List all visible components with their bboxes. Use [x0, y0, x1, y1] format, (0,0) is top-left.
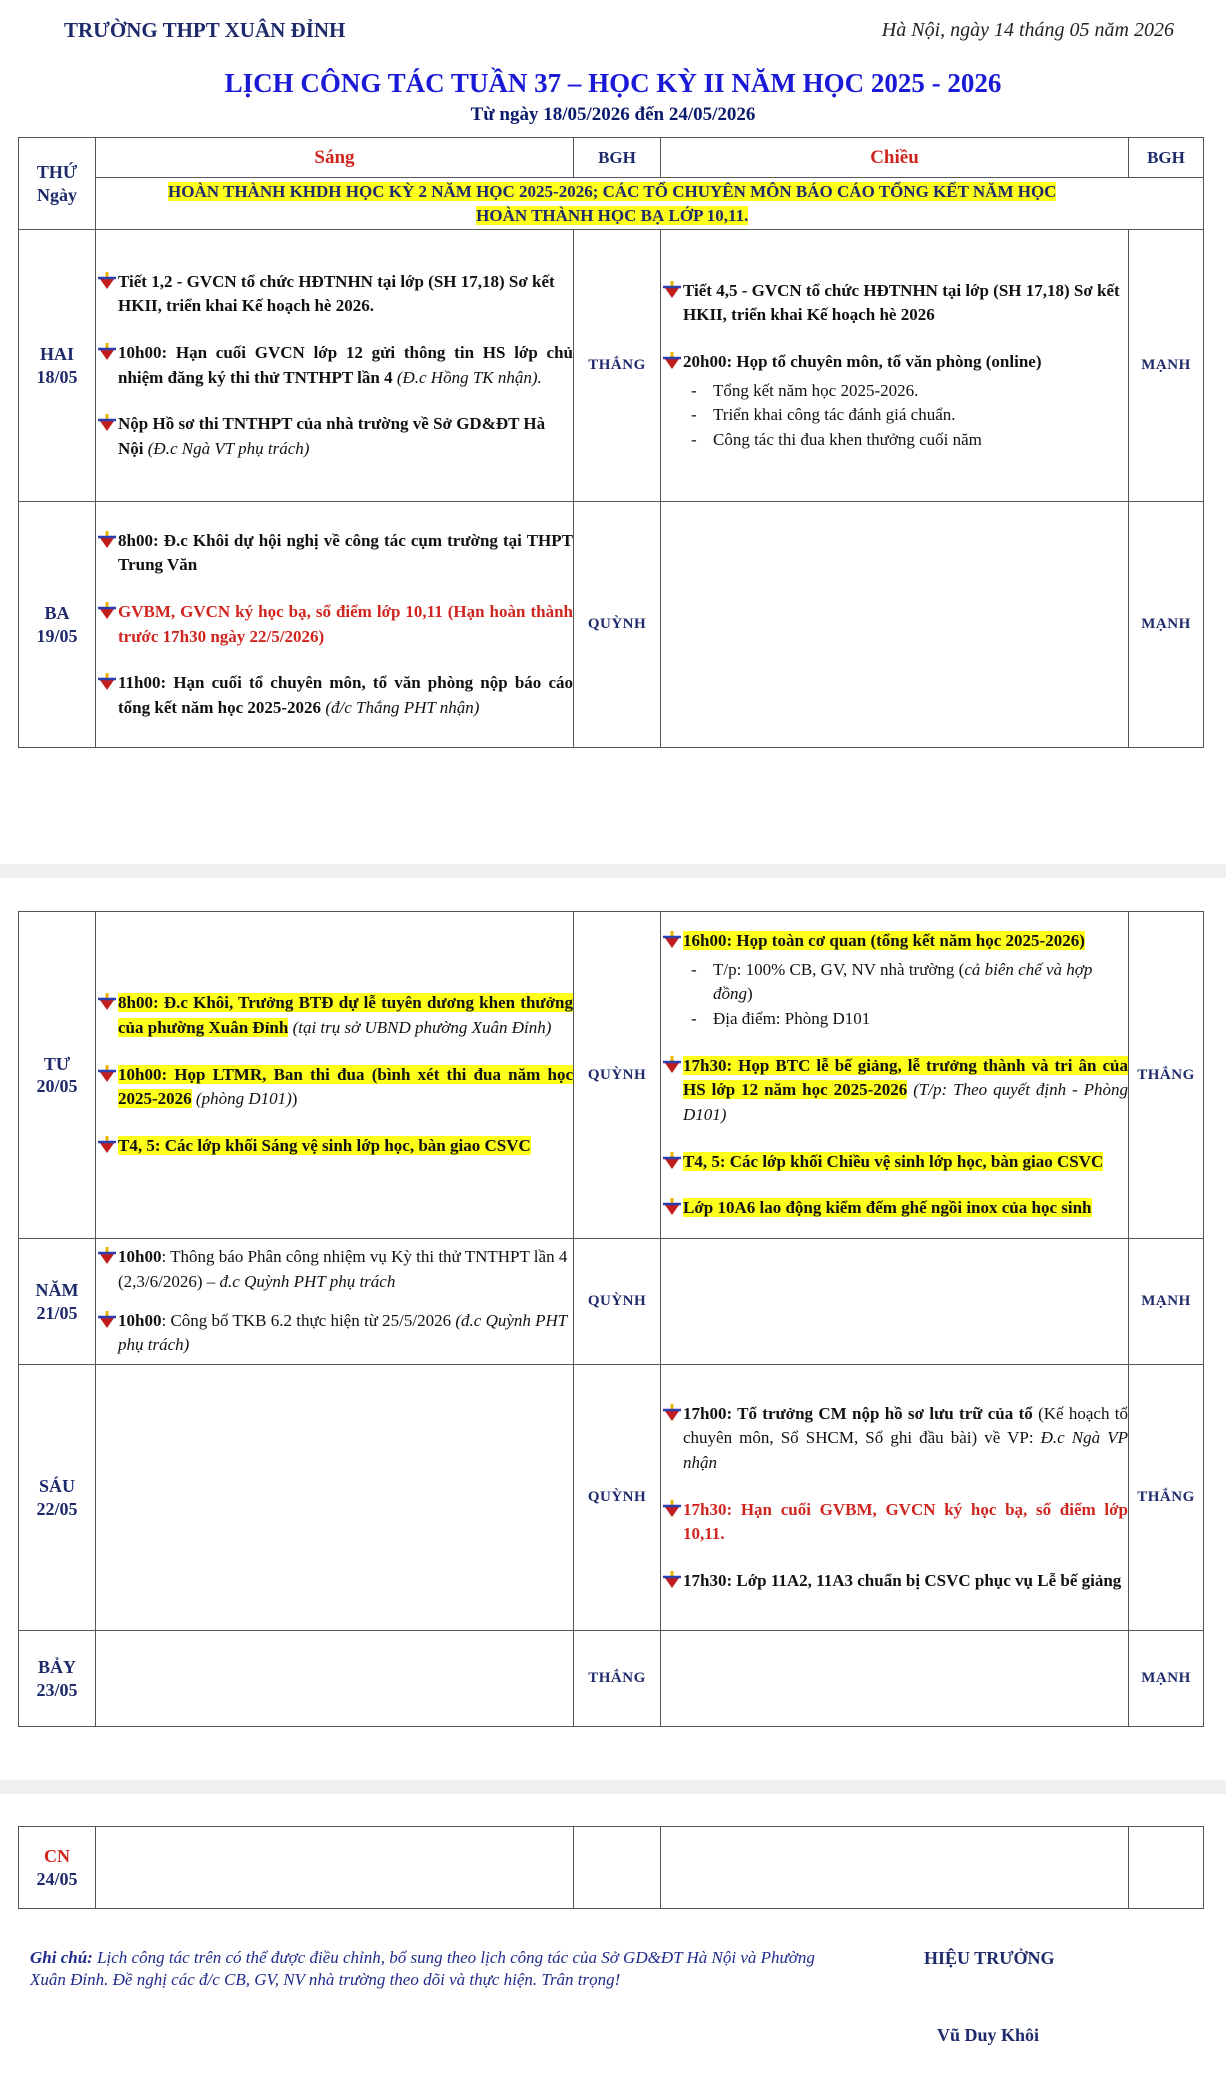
list-item: T4, 5: Các lớp khối Sáng vệ sinh lớp học, bàn giao CSVC	[96, 1134, 573, 1159]
sub-item: - Triển khai công tác đánh giá chuẩn.	[683, 403, 1128, 428]
list-item: 16h00: Họp toàn cơ quan (tổng kết năm học 2025-2026) - T/p: 100% CB, GV, NV nhà trường (cả biên chế và hợp đồng) - Địa điểm: Phòng D101	[661, 929, 1128, 1032]
footnote: Ghi chú: Lịch công tác trên có thể được điều chỉnh, bổ sung theo lịch công tác của Sở GD&ĐT Hà Nội và Phường Xuân Đỉnh. Đề nghị các đ/c CB, GV, NV nhà trường theo dõi và thực hiện. Trân trọng!	[30, 1948, 815, 1990]
list-item: Tiết 4,5 - GVCN tổ chức HĐTNHN tại lớp (SH 17,18) Sơ kết HKII, triển khai Kế hoạch hè 2026	[661, 279, 1128, 328]
cn-chieu	[661, 1827, 1129, 1909]
cn-sang	[96, 1827, 574, 1909]
day-bay: BẢY 23/05	[19, 1631, 96, 1727]
sub-item: - Công tác thi đua khen thưởng cuối năm	[683, 428, 1128, 453]
sau-sang	[96, 1365, 574, 1631]
arrow-bullet-icon	[661, 352, 683, 370]
arrow-bullet-icon	[96, 993, 118, 1011]
arrow-bullet-icon	[96, 602, 118, 620]
row-ba	[19, 502, 1204, 748]
list-item: 17h00: Tổ trưởng CM nộp hồ sơ lưu trữ của tổ (Kế hoạch tổ chuyên môn, Sổ SHCM, Sổ ghi đầu bài) về VP: Đ.c Ngà VP nhận	[661, 1402, 1128, 1476]
arrow-bullet-icon	[96, 673, 118, 691]
arrow-bullet-icon	[96, 1247, 118, 1265]
arrow-bullet-icon	[96, 272, 118, 290]
list-item: 20h00: Họp tổ chuyên môn, tổ văn phòng (online) - Tổng kết năm học 2025-2026. - Triển khai công tác đánh giá chuẩn. - Công tác thi đua khen thưởng cuối năm	[661, 350, 1128, 453]
cn-bgh-chieu	[1129, 1827, 1204, 1909]
arrow-bullet-icon	[661, 1152, 683, 1170]
school-name: TRƯỜNG THPT XUÂN ĐỈNH	[64, 18, 346, 42]
banner	[96, 178, 1129, 230]
arrow-bullet-icon	[661, 931, 683, 949]
document-date: Hà Nội, ngày 14 tháng 05 năm 2026	[881, 19, 1174, 41]
tu-chieu	[661, 912, 1129, 1239]
tu-sang	[96, 912, 574, 1239]
day-ba: BA 19/05	[19, 502, 96, 748]
cn-bgh-sang	[574, 1827, 661, 1909]
tu-bgh-chieu: THẮNG	[1129, 912, 1204, 1239]
page-separator	[0, 864, 1226, 878]
list-item: 11h00: Hạn cuối tổ chuyên môn, tổ văn phòng nộp báo cáo tổng kết năm học 2025-2026 (đ/c Thắng PHT nhận)	[96, 671, 573, 720]
schedule-table-part1	[18, 137, 1204, 748]
header-bgh: BGH	[574, 138, 661, 178]
sau-bgh-sang: QUỲNH	[574, 1365, 661, 1631]
list-item: Tiết 1,2 - GVCN tổ chức HĐTNHN tại lớp (SH 17,18) Sơ kết HKII, triển khai Kế hoạch hè 2026.	[96, 270, 573, 319]
bay-bgh-sang: THẮNG	[574, 1631, 661, 1727]
schedule-table-part3	[18, 1826, 1204, 1909]
sub-item: - Địa điểm: Phòng D101	[683, 1007, 1128, 1032]
page-separator	[0, 1780, 1226, 1794]
row-nam	[19, 1239, 1204, 1365]
list-item: 10h00: Họp LTMR, Ban thi đua (bình xét thi đua năm học 2025-2026 (phòng D101))	[96, 1063, 573, 1112]
tu-bgh-sang: QUỲNH	[574, 912, 661, 1239]
list-item: 17h30: Hạn cuối GVBM, GVCN ký học bạ, sổ điểm lớp 10,11.	[661, 1498, 1128, 1547]
row-sau	[19, 1365, 1204, 1631]
list-item: GVBM, GVCN ký học bạ, sổ điểm lớp 10,11 (Hạn hoàn thành trước 17h30 ngày 22/5/2026)	[96, 600, 573, 649]
arrow-bullet-icon	[96, 414, 118, 432]
nam-sang	[96, 1239, 574, 1365]
arrow-bullet-icon	[96, 531, 118, 549]
row-bay	[19, 1631, 1204, 1727]
list-item: 17h30: Họp BTC lễ bế giảng, lễ trưởng thành và tri ân của HS lớp 12 năm học 2025-2026 (T/p: Theo quyết định - Phòng D101)	[661, 1054, 1128, 1128]
sau-bgh-chieu: THẮNG	[1129, 1365, 1204, 1631]
list-item: Lớp 10A6 lao động kiểm đếm ghế ngồi inox của học sinh	[661, 1196, 1128, 1221]
arrow-bullet-icon	[661, 1571, 683, 1589]
arrow-bullet-icon	[96, 343, 118, 361]
sub-item: - Tổng kết năm học 2025-2026.	[683, 379, 1128, 404]
bay-sang	[96, 1631, 574, 1727]
day-hai: HAI 18/05	[19, 230, 96, 502]
list-item: T4, 5: Các lớp khối Chiều vệ sinh lớp học, bàn giao CSVC	[661, 1150, 1128, 1175]
arrow-bullet-icon	[96, 1311, 118, 1329]
hai-bgh-chieu: MẠNH	[1129, 230, 1204, 502]
arrow-bullet-icon	[661, 1500, 683, 1518]
list-item: 8h00: Đ.c Khôi, Trưởng BTĐ dự lễ tuyên dương khen thưởng của phường Xuân Đỉnh (tại trụ sở UBND phường Xuân Đỉnh)	[96, 991, 573, 1040]
day-cn: CN 24/05	[19, 1827, 96, 1909]
list-item: 17h30: Lớp 11A2, 11A3 chuẩn bị CSVC phục vụ Lễ bế giảng	[661, 1569, 1128, 1594]
ba-bgh-chieu: MẠNH	[1129, 502, 1204, 748]
nam-bgh-chieu: MẠNH	[1129, 1239, 1204, 1365]
hai-bgh-sang: THẮNG	[574, 230, 661, 502]
list-item: 8h00: Đ.c Khôi dự hội nghị về công tác cụm trường tại THPT Trung Văn	[96, 529, 573, 578]
day-tu: TƯ 20/05	[19, 912, 96, 1239]
principal-title: HIỆU TRƯỞNG	[924, 1948, 1055, 1968]
day-nam: NĂM 21/05	[19, 1239, 96, 1365]
arrow-bullet-icon	[96, 1136, 118, 1154]
header-bgh2: BGH	[1129, 138, 1204, 178]
arrow-bullet-icon	[661, 281, 683, 299]
sub-item: - T/p: 100% CB, GV, NV nhà trường (cả biên chế và hợp đồng)	[683, 958, 1128, 1007]
bay-bgh-chieu: MẠNH	[1129, 1631, 1204, 1727]
nam-bgh-sang: QUỲNH	[574, 1239, 661, 1365]
page-title: LỊCH CÔNG TÁC TUẦN 37 – HỌC KỲ II NĂM HỌC 2025 - 2026	[224, 68, 1002, 98]
hai-chieu	[661, 230, 1129, 502]
list-item: 10h00: Công bố TKB 6.2 thực hiện từ 25/5/2026 (đ.c Quỳnh PHT phụ trách)	[96, 1309, 573, 1358]
arrow-bullet-icon	[661, 1404, 683, 1422]
list-item: 10h00: Hạn cuối GVCN lớp 12 gửi thông tin HS lớp chủ nhiệm đăng ký thi thử TNTHPT lần 4 (Đ.c Hồng TK nhận).	[96, 341, 573, 390]
ba-chieu	[661, 502, 1129, 748]
page-subtitle: Từ ngày 18/05/2026 đến 24/05/2026	[470, 104, 756, 125]
header-thu-ngay	[19, 138, 96, 230]
arrow-bullet-icon	[661, 1198, 683, 1216]
arrow-bullet-icon	[96, 1065, 118, 1083]
list-item: Nộp Hồ sơ thi TNTHPT của nhà trường về Sở GD&ĐT Hà Nội (Đ.c Ngà VT phụ trách)	[96, 412, 573, 461]
banner-line2: HOÀN THÀNH HỌC BẠ LỚP 10,11.	[476, 205, 749, 225]
list-item: 10h00: Thông báo Phân công nhiệm vụ Kỳ thi thử TNTHPT lần 4 (2,3/6/2026) – đ.c Quỳnh PHT phụ trách	[96, 1245, 573, 1294]
header-ngay: Ngày	[37, 184, 77, 205]
day-sau: SÁU 22/05	[19, 1365, 96, 1631]
principal-name: Vũ Duy Khôi	[937, 2025, 1040, 2045]
bay-chieu	[661, 1631, 1129, 1727]
banner-line1: HOÀN THÀNH KHDH HỌC KỲ 2 NĂM HỌC 2025-2026; CÁC TỔ CHUYÊN MÔN BÁO CÁO TỔNG KẾT NĂM HỌC	[168, 181, 1057, 201]
sau-chieu	[661, 1365, 1129, 1631]
row-tu	[19, 912, 1204, 1239]
schedule-table-part2	[18, 911, 1204, 1727]
ba-sang	[96, 502, 574, 748]
nam-chieu	[661, 1239, 1129, 1365]
row-hai	[19, 230, 1204, 502]
hai-sang	[96, 230, 574, 502]
header-chieu: Chiều	[661, 138, 1129, 178]
row-cn	[19, 1827, 1204, 1909]
header-sang: Sáng	[96, 138, 574, 178]
ba-bgh-sang: QUỲNH	[574, 502, 661, 748]
header-thu: THỨ	[36, 162, 78, 182]
arrow-bullet-icon	[661, 1056, 683, 1074]
